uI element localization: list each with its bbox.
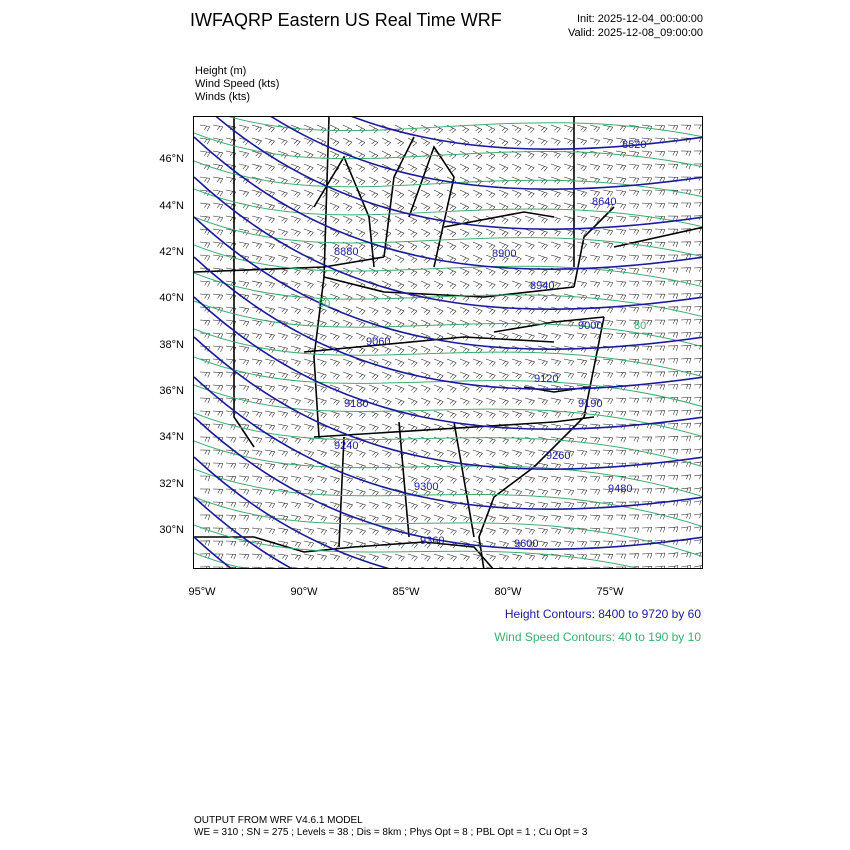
contour-label-h-9060: 9060 — [366, 336, 391, 348]
contour-label-h-8520: 8520 — [622, 139, 647, 151]
lat-label-36n: 36°N — [159, 385, 184, 397]
lat-label-30n: 30°N — [159, 524, 184, 536]
height-contour-15 — [194, 457, 703, 569]
height-contour-legend: Height Contours: 8400 to 9720 by 60 — [504, 607, 701, 621]
contour-label-h-8940: 8940 — [530, 280, 555, 292]
model-config-line: WE = 310 ; SN = 275 ; Levels = 38 ; Dis = 8km ; Phys Opt = 8 ; PBL Opt = 1 ; Cu Opt = 3 — [194, 827, 588, 838]
lat-label-40n: 40°N — [159, 292, 184, 304]
lat-label-46n: 46°N — [159, 153, 184, 165]
contour-label-h-9300: 9300 — [414, 481, 439, 493]
contour-label-h-9180: 9180 — [344, 398, 369, 410]
contour-label-h-9480: 9480 — [608, 483, 633, 495]
field-wind-speed-label: Wind Speed (kts) — [195, 78, 280, 90]
contour-label-h-9190: 9190 — [578, 398, 603, 410]
map-canvas — [194, 117, 703, 569]
contour-label-w-80: 80 — [634, 320, 647, 332]
height-contour-6 — [194, 117, 703, 229]
field-height-label: Height (m) — [195, 65, 247, 77]
field-winds-label: Winds (kts) — [195, 91, 250, 103]
contour-label-w-60: 60 — [318, 298, 331, 310]
init-time: Init: 2025-12-04_00:00:00 — [577, 13, 703, 25]
height-contour-9 — [194, 217, 703, 349]
contour-label-h-9120: 9120 — [534, 373, 559, 385]
map-panel — [193, 116, 703, 569]
lon-label-95w: 95°W — [188, 586, 216, 598]
wind-speed-contour-legend: Wind Speed Contours: 40 to 190 by 10 — [494, 630, 701, 644]
lat-label-34n: 34°N — [159, 431, 184, 443]
lon-label-75w: 75°W — [596, 586, 624, 598]
lat-label-38n: 38°N — [159, 339, 184, 351]
contour-label-h-9240: 9240 — [334, 440, 359, 452]
state-boundary-6 — [314, 417, 594, 437]
contour-label-h-8900: 8900 — [492, 248, 517, 260]
state-boundary-11 — [574, 207, 614, 287]
lat-label-32n: 32°N — [159, 478, 184, 490]
lon-label-90w: 90°W — [290, 586, 318, 598]
height-contour-16 — [194, 497, 703, 569]
state-boundary-19 — [444, 212, 554, 227]
contour-label-h-9000: 9000 — [578, 320, 603, 332]
model-info-line: OUTPUT FROM WRF V4.6.1 MODEL — [194, 815, 363, 826]
contour-label-h-9360: 9360 — [420, 535, 445, 547]
lon-label-80w: 80°W — [494, 586, 522, 598]
contour-label-h-8880: 8880 — [334, 246, 359, 258]
state-boundary-13 — [614, 227, 703, 247]
valid-time: Valid: 2025-12-08_09:00:00 — [568, 27, 703, 39]
contour-label-h-9260: 9260 — [546, 450, 571, 462]
contour-labels-layer — [318, 139, 646, 550]
height-contour-12 — [194, 337, 703, 469]
lon-label-85w: 85°W — [392, 586, 420, 598]
state-boundary-5 — [304, 337, 554, 352]
page-title: IWFAQRP Eastern US Real Time WRF — [190, 10, 502, 30]
contour-label-h-9600: 9600 — [514, 538, 539, 550]
wind-speed-contour-5 — [194, 217, 703, 257]
lat-label-44n: 44°N — [159, 200, 184, 212]
lat-label-42n: 42°N — [159, 246, 184, 258]
state-boundary-8 — [339, 437, 344, 547]
contour-label-h-8640: 8640 — [592, 196, 617, 208]
